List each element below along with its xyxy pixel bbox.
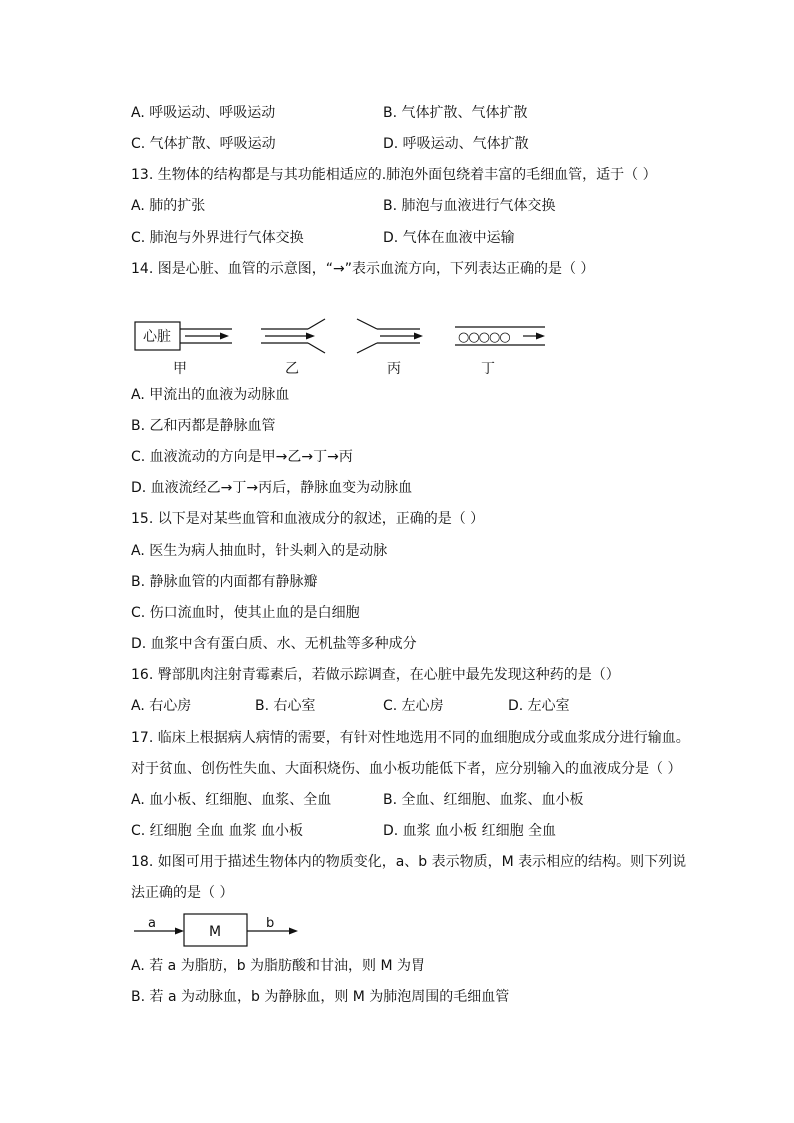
q14-blood-vessel-diagram [125, 315, 565, 380]
q14-option-d: D. 血液流经乙→丁→丙后，静脉血变为动脉血 [131, 480, 413, 496]
q12-option-c: C. 气体扩散、呼吸运动 [131, 136, 276, 152]
q17-option-b: B. 全血、红细胞、血浆、血小板 [383, 792, 584, 808]
q13-option-b: B. 肺泡与血液进行气体交换 [383, 198, 556, 214]
label-a: a [148, 916, 156, 931]
q15-stem: 15. 以下是对某些血管和血液成分的叙述，正确的是（ ） [131, 511, 485, 527]
q16-option-c: C. 左心房 [383, 698, 444, 714]
q16-stem: 16. 臀部肌肉注射青霉素后，若做示踪调查，在心脏中最先发现这种药的是（） [131, 667, 620, 683]
q18-stem-line2: 法正确的是（ ） [131, 885, 234, 901]
q12-option-a: A. 呼吸运动、呼吸运动 [131, 105, 276, 121]
q17-option-d: D. 血浆 血小板 红细胞 全血 [383, 823, 557, 839]
label-b: b [266, 916, 275, 931]
label-m: M [208, 924, 222, 940]
q14-stem: 14. 图是心脏、血管的示意图，“→”表示血流方向，下列表达正确的是（ ） [131, 261, 595, 277]
q12-option-b: B. 气体扩散、气体扩散 [383, 105, 528, 121]
q14-option-c: C. 血液流动的方向是甲→乙→丁→丙 [131, 449, 353, 465]
q12-option-d: D. 呼吸运动、气体扩散 [383, 136, 529, 152]
q13-option-d: D. 气体在血液中运输 [383, 230, 515, 246]
q13-option-c: C. 肺泡与外界进行气体交换 [131, 230, 304, 246]
q18-option-b: B. 若 a 为动脉血，b 为静脉血，则 M 为肺泡周围的毛细血管 [131, 989, 510, 1005]
q17-stem-line1: 17. 临床上根据病人病情的需要，有针对性地选用不同的血细胞成分或血浆成分进行输血。 [131, 730, 690, 746]
label-bing: 丙 [387, 361, 401, 377]
q17-option-c: C. 红细胞 全血 血浆 血小板 [131, 823, 304, 839]
q15-option-c: C. 伤口流血时，使其止血的是白细胞 [131, 605, 360, 621]
q13-stem: 13. 生物体的结构都是与其功能相适应的.肺泡外面包绕着丰富的毛细血管，适于（ ） [131, 167, 657, 183]
q17-stem-line2: 对于贫血、创伤性失血、大面积烧伤、血小板功能低下者，应分别输入的血液成分是（ ） [131, 761, 682, 777]
q16-option-b: B. 右心室 [255, 698, 316, 714]
ding-capillary-cells: ○○○○○ [458, 330, 510, 345]
q15-option-b: B. 静脉血管的内面都有静脉瓣 [131, 574, 318, 590]
q15-option-a: A. 医生为病人抽血时，针头刺入的是动脉 [131, 543, 388, 559]
label-ding: 丁 [481, 361, 495, 377]
label-yi: 乙 [285, 361, 299, 377]
q14-option-a: A. 甲流出的血液为动脉血 [131, 387, 290, 403]
q18-option-a: A. 若 a 为脂肪，b 为脂肪酸和甘油，则 M 为胃 [131, 958, 426, 974]
q16-option-d: D. 左心室 [508, 698, 570, 714]
q13-option-a: A. 肺的扩张 [131, 198, 206, 214]
q17-option-a: A. 血小板、红细胞、血浆、全血 [131, 792, 332, 808]
q15-option-d: D. 血浆中含有蛋白质、水、无机盐等多种成分 [131, 636, 417, 652]
q18-substance-diagram [130, 910, 310, 950]
q16-option-a: A. 右心房 [131, 698, 192, 714]
q14-option-b: B. 乙和丙都是静脉血管 [131, 418, 276, 434]
q18-stem-line1: 18. 如图可用于描述生物体内的物质变化，a、b 表示物质，M 表示相应的结构。则下列说 [131, 854, 687, 870]
heart-label: 心脏 [143, 329, 171, 345]
label-jia: 甲 [173, 361, 187, 377]
